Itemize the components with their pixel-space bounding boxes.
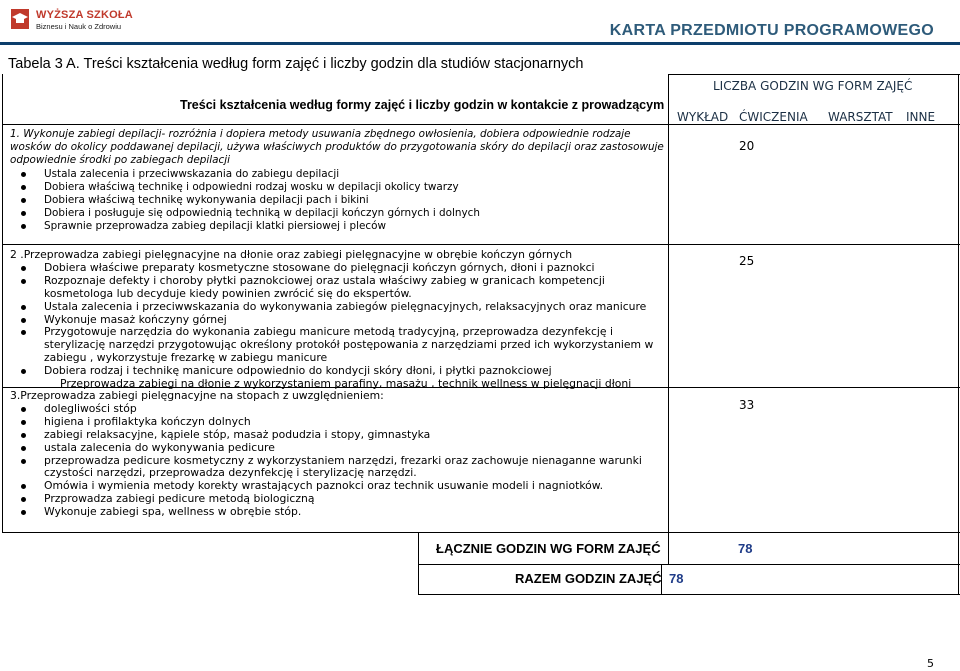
section-tail: Przeprowadza zabiegi na dłonie z wykorzystaniem parafiny, masażu , technik wellness w pielęgnacji dłoni [60,377,632,391]
list-item: Wykonuje masaż kończyny górnej [10,314,665,327]
list-item: Wykonuje zabiegi spa, wellness w obrębie stóp. [10,506,665,519]
list-item: Rozpoznaje defekty i choroby płytki paznokciowej oraz ustala właściwy zabieg w granicach kompetencji kosmetologa lub decyduje kiedy powinien zwrócić się do ekspertów. [10,275,665,301]
list-item: Omówia i wymienia metody korekty wrastających paznokci oraz technik usuwanie modeli i nagniotków. [10,480,665,493]
list-item: Przprowadza zabiegi pedicure metodą biologiczną [10,493,665,506]
document-title: KARTA PRZEDMIOTU PROGRAMOWEGO [609,22,934,39]
total-hours-value: 78 [669,571,684,586]
content-column-header: Treści kształcenia według formy zajęć i liczby godzin w kontakcie z prowadzącym [180,98,665,112]
header-divider [0,42,960,45]
list-item: Dobiera i posługuje się odpowiednią techniką w depilacji kończyn górnych i dolnych [10,207,665,220]
page-number: 5 [927,657,934,670]
total-hours-label: RAZEM GODZIN ZAJĘĆ [515,571,662,586]
section-list [10,403,665,519]
section-list [10,168,665,234]
col-header-other: INNE [906,110,936,124]
list-item: Dobiera rodzaj i technikę manicure odpowiednio do kondycji skóry dłoni, i płytki paznokciowej [10,365,665,378]
list-item: higiena i profilaktyka kończyn dolnych [10,416,665,429]
content-section-2 [10,249,665,391]
hours-section-1: 20 [739,139,755,153]
list-item: Ustala zalecenia i przeciwwskazania do wykonywania zabiegów pielęgnacyjnych, relaksacyjnych oraz manicure [10,301,665,314]
list-item: zabiegi relaksacyjne, kąpiele stóp, masaż podudzia i stopy, gimnastyka [10,429,665,442]
section-lead: 1. Wykonuje zabiegi depilacji- rozróżnia i dopiera metody usuwania zbędnego owłosienia, dobiera odpowiednie rodzaje wosków do okolicy poddawanej depilacji, używa właściwych produktów do przygotowania skóry do depilacji oraz zastosowuje odpowiednie środki po zabiegach depilacji [10,128,664,167]
list-item: Sprawnie przeprowadza zabieg depilacji klatki piersiowej i pleców [10,220,665,233]
logo-name: WYŻSZA SZKOŁA [36,9,133,21]
total-by-form-value: 78 [738,541,753,556]
total-by-form-label: ŁĄCZNIE GODZIN WG FORM ZAJĘĆ [436,541,661,556]
list-item: Dobiera właściwą technikę i odpowiedni rodzaj wosku w depilacji okolicy twarzy [10,181,665,194]
col-header-exercises: ĆWICZENIA [739,110,808,124]
list-item: Przygotowuje narzędzia do wykonania zabiegu manicure metodą tradycyjną, przeprowadza dezynfekcję i sterylizację narzędzi przygotowując określony protokół postępowania z narzędziami przed ich wykorzystaniem w zabiegu , wykorzystuje frezarkę w zabiegu manicure [10,326,665,365]
list-item: Ustala zalecenia i przeciwwskazania do zabiegu depilacji [10,168,665,181]
hours-section-2: 25 [739,254,755,268]
list-item: dolegliwości stóp [10,403,665,416]
school-logo [6,8,136,36]
section-lead: 2 .Przeprowadza zabiegi pielęgnacyjne na dłonie oraz zabiegi pielęgnacyjne w obrębie kończyn górnych [10,248,573,261]
list-item: ustala zalecenia do wykonywania pedicure [10,442,665,455]
section-list [10,262,665,378]
content-section-3 [10,390,665,519]
logo-subtitle: Biznesu i Nauk o Zdrowiu [36,22,122,31]
table-caption: Tabela 3 A. Treści kształcenia według form zajęć i liczby godzin dla studiów stacjonarnych [8,56,584,72]
col-header-lecture: WYKŁAD [677,110,729,124]
hours-group-header: LICZBA GODZIN WG FORM ZAJĘĆ [713,79,913,93]
content-section-1 [10,128,665,234]
list-item: Dobiera właściwą technikę wykonywania depilacji pach i bikini [10,194,665,207]
hours-section-3: 33 [739,398,755,412]
list-item: przeprowadza pedicure kosmetyczny z wykorzystaniem narzędzi, frezarki oraz zachowuje nienaganne warunki czystości narzędzi, przeprowadza dezynfekcję i sterylizację narzędzi. [10,455,665,481]
section-lead: 3.Przeprowadza zabiegi pielęgnacyjne na stopach z uwzględnieniem: [10,389,384,402]
graduation-cap-icon [10,8,30,30]
list-item: Dobiera właściwe preparaty kosmetyczne stosowane do pielęgnacji kończyn górnych, dłoni i paznokci [10,262,665,275]
col-header-workshop: WARSZTAT [828,110,893,124]
